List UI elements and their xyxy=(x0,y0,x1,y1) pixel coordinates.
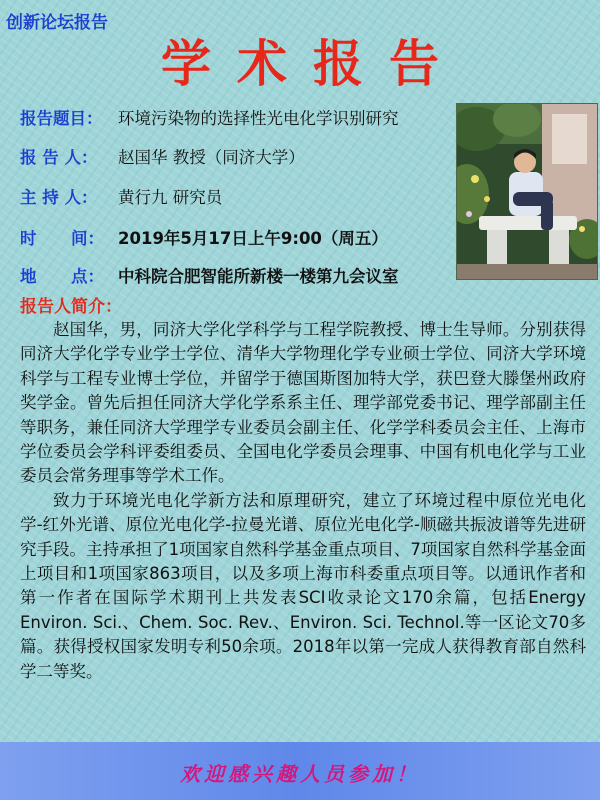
info-value: 黄行九 研究员 xyxy=(118,188,223,207)
info-key: 主 持 人： xyxy=(20,188,98,207)
footer-text: 欢迎感兴趣人员参加！ xyxy=(180,762,420,786)
bio-heading: 报告人简介： xyxy=(20,297,122,317)
info-row-time xyxy=(20,228,388,250)
bio-paragraph: 致力于环境光电化学新方法和原理研究，建立了环境过程中原位光电化学-红外光谱、原位光电化学-拉曼光谱、原位光电化学-顺磁共振波谱等先进研究手段。主持承担了1项国家自然科学基金重点项目、7项国家自然科学基金面上项目和1项国家863项目，以及多项上海市科委重点项目等。以通讯作者和第一作者在国际学术期刊上共发表SCI收录论文170余篇，包括Energy Environ. Sci.、Chem. Soc. Rev.、Environ. Sci. Technol.等一区论文70多篇。获得授权国家发明专利50余项。2018年以第一完成人获得教育部自然科学二等奖。 xyxy=(20,490,586,681)
info-row-topic xyxy=(20,108,399,130)
page-title: 学术报告 xyxy=(161,35,465,93)
info-key: 时 间： xyxy=(20,229,104,248)
info-key: 地 点： xyxy=(20,267,104,286)
info-row-host xyxy=(20,187,222,209)
info-key: 报告题目： xyxy=(20,109,103,128)
info-value: 2019年5月17日上午9:00（周五） xyxy=(118,229,388,248)
info-key: 报 告 人： xyxy=(20,148,98,167)
footer-banner xyxy=(0,742,600,800)
bio-text xyxy=(20,318,586,684)
info-value: 环境污染物的选择性光电化学识别研究 xyxy=(118,109,399,128)
info-row-speaker xyxy=(20,147,305,169)
header-label: 创新论坛报告 xyxy=(6,13,108,33)
bio-paragraph: 赵国华，男，同济大学化学科学与工程学院教授、博士生导师。分别获得同济大学化学专业学士学位、清华大学物理化学专业硕士学位、同济大学环境科学与工程专业博士学位，并留学于德国斯图加特大学，获巴登大滕堡州政府奖学金。曾先后担任同济大学化学系系主任、理学部党委书记、理学部副主任等职务，兼任同济大学理学专业委员会副主任、化学学科委员会主任、上海市学位委员会学科评委组委员、全国电化学委员会理事、中国有机电化学与工业委员会常务理事等学术工作。 xyxy=(20,320,586,486)
info-row-location xyxy=(20,266,399,288)
info-value: 中科院合肥智能所新楼一楼第九会议室 xyxy=(118,267,399,286)
speaker-photo xyxy=(456,103,598,280)
info-value: 赵国华 教授（同济大学） xyxy=(118,148,305,167)
